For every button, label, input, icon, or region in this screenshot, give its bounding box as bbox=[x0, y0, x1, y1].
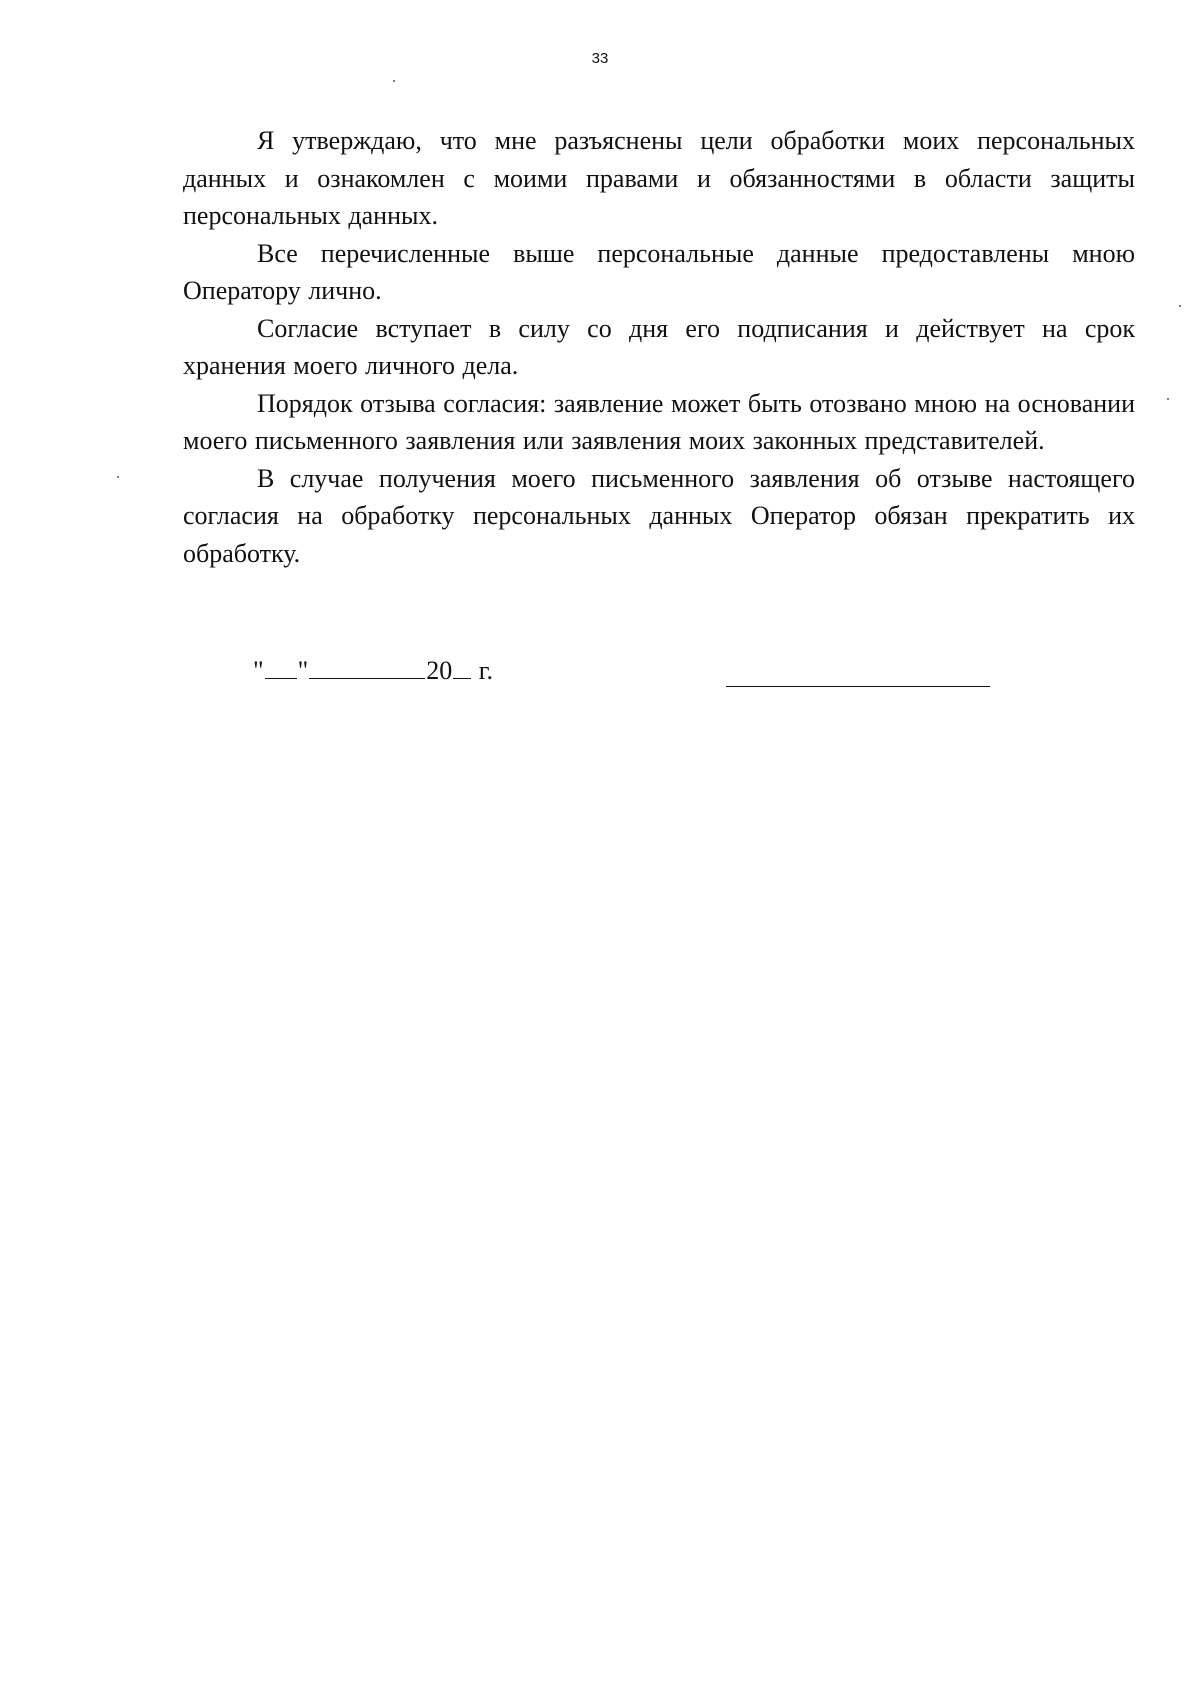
signature-blank bbox=[726, 686, 990, 687]
month-blank bbox=[309, 676, 425, 679]
year-blank bbox=[453, 676, 471, 679]
scan-speck bbox=[1167, 398, 1169, 400]
paragraph-data-provided: Все перечисленные выше персональные данные предоставлены мною Оператору лично. bbox=[183, 238, 1135, 305]
day-blank bbox=[265, 676, 297, 679]
year-suffix: г. bbox=[478, 656, 493, 685]
document-body bbox=[183, 122, 1135, 572]
paragraph-consent-statement: Я утверждаю, что мне разъяснены цели обработки моих персональных данных и ознакомлен с моими правами и обязанностями в области защиты персональных данных. bbox=[183, 126, 1135, 230]
date-field bbox=[253, 656, 493, 686]
paragraph-operator-obligation: В случае получения моего письменного заявления об отзыве настоящего согласия на обработку персональных данных Оператор обязан прекратить их обработку. bbox=[183, 463, 1135, 568]
scan-speck bbox=[1179, 305, 1181, 307]
paragraph-validity: Согласие вступает в силу со дня его подписания и действует на срок хранения моего личного дела. bbox=[183, 313, 1135, 380]
open-quote: " bbox=[253, 656, 264, 685]
close-quote: " bbox=[297, 656, 309, 685]
scan-speck bbox=[117, 476, 119, 478]
paragraph-withdrawal-procedure: Порядок отзыва согласия: заявление может быть отозвано мною на основании моего письменного заявления или заявления моих законных представителей. bbox=[183, 388, 1135, 455]
year-prefix: 20 bbox=[426, 656, 453, 685]
signature-block bbox=[253, 656, 1003, 690]
scan-speck bbox=[393, 80, 395, 82]
page-number: 33 bbox=[591, 50, 609, 67]
